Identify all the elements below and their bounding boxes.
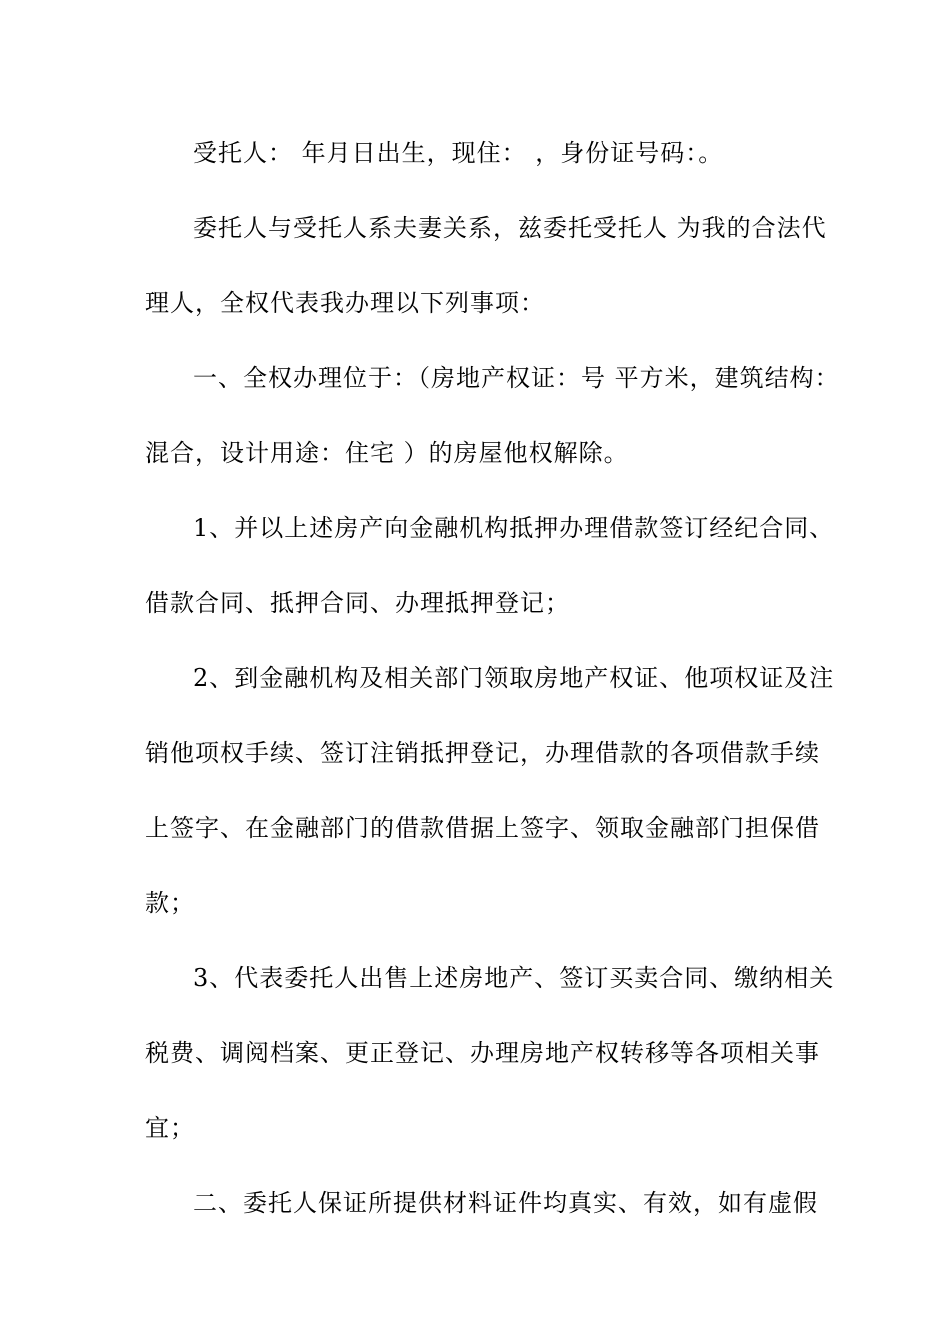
text-line: 宜； — [145, 1114, 195, 1142]
text-line: 款； — [145, 889, 195, 917]
text-line: 销他项权手续、签订注销抵押登记，办理借款的各项借款手续 — [145, 739, 820, 767]
text-line: 受托人： 年月日出生，现住： ，身份证号码：。 — [193, 139, 724, 167]
text-line: 税费、调阅档案、更正登记、办理房地产权转移等各项相关事 — [145, 1039, 820, 1067]
text-line: 借款合同、抵押合同、办理抵押登记； — [145, 589, 570, 617]
text-line: 1、并以上述房产向金融机构抵押办理借款签订经纪合同、 — [193, 514, 835, 542]
text-line: 3、代表委托人出售上述房地产、签订买卖合同、缴纳相关 — [193, 964, 835, 992]
text-line: 一、全权办理位于：（房地产权证：号 平方米，建筑结构： — [193, 364, 840, 392]
text-line: 上签字、在金融部门的借款借据上签字、领取金融部门担保借 — [145, 814, 820, 842]
text-line: 理人，全权代表我办理以下列事项： — [145, 289, 545, 317]
text-line: 委托人与受托人系夫妻关系，兹委托受托人 为我的合法代 — [193, 214, 827, 242]
text-line: 2、到金融机构及相关部门领取房地产权证、他项权证及注 — [193, 664, 835, 692]
text-line: 二、委托人保证所提供材料证件均真实、有效，如有虚假 — [193, 1189, 818, 1217]
text-line: 混合，设计用途：住宅 ）的房屋他权解除。 — [145, 439, 629, 467]
